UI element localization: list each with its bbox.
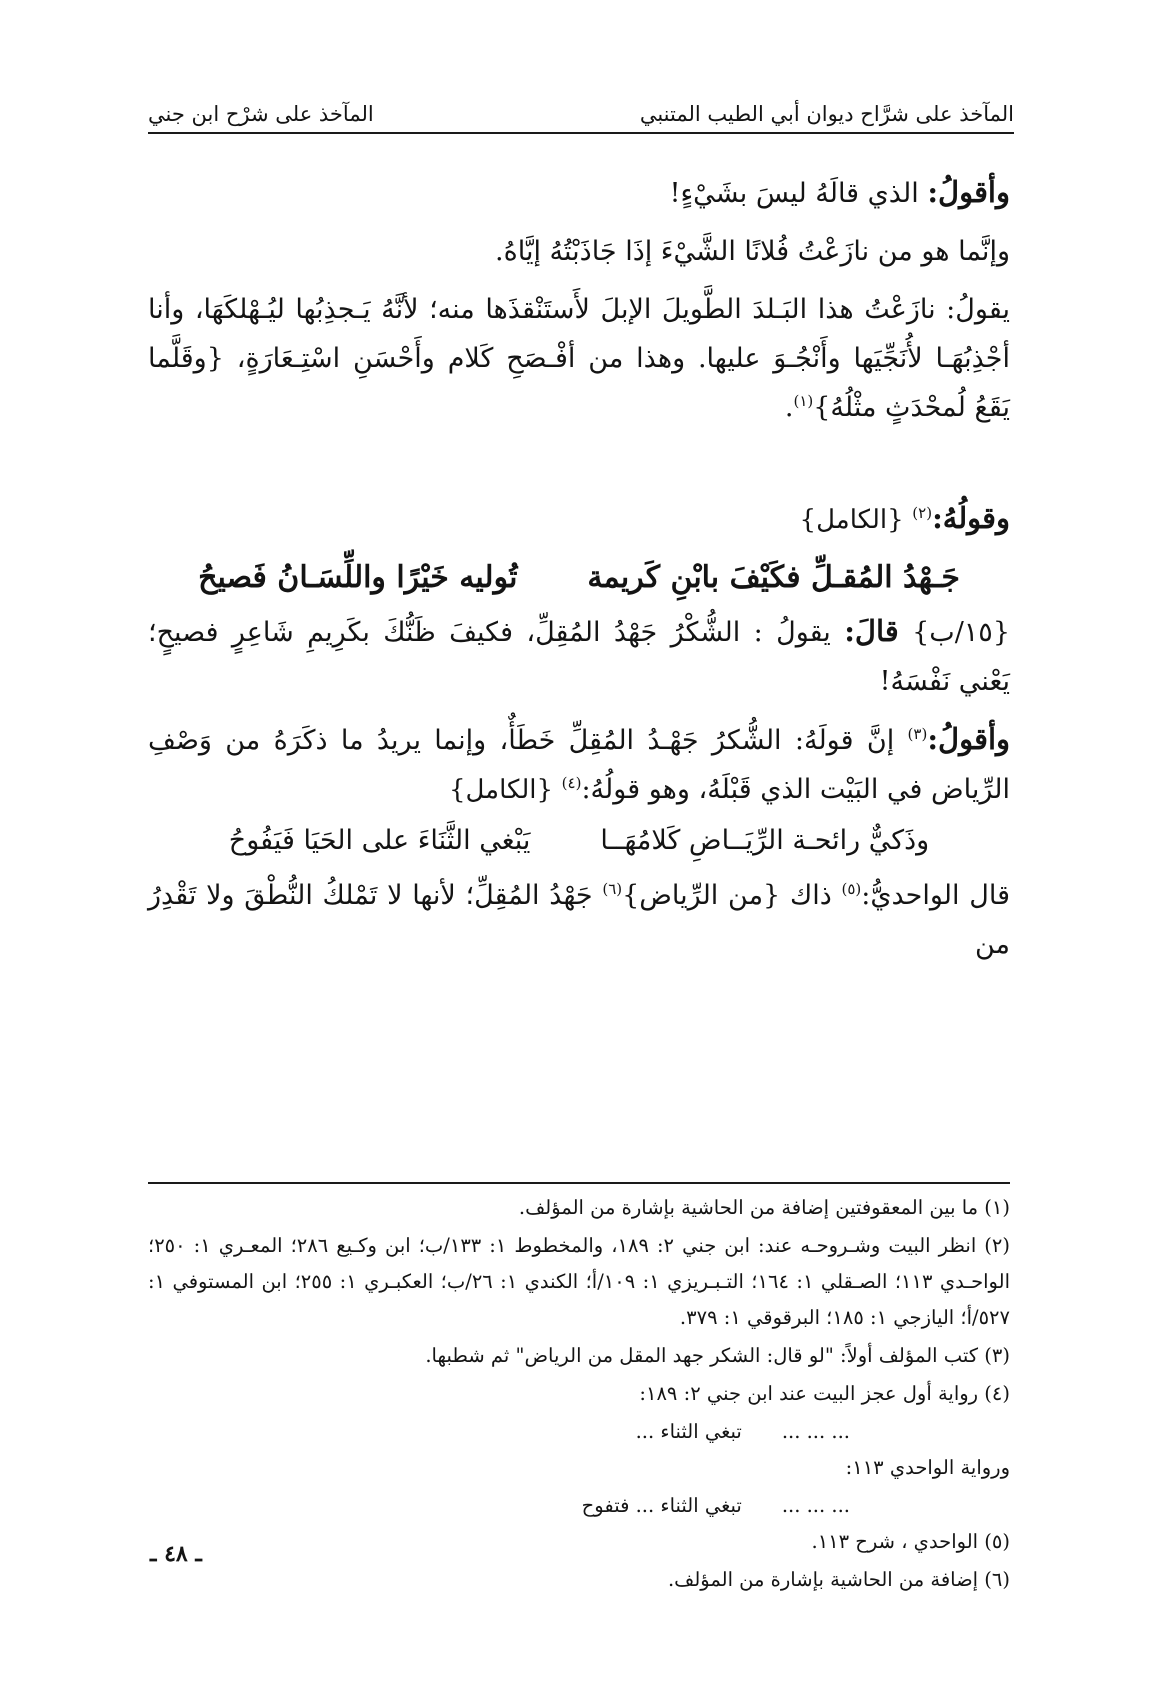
verse-first-hemistich: جَـهْدُ المُقـلِّ فكَيْفَ بابْنِ كَريمة [587,560,960,595]
paragraph-text: الذي قالَهُ ليسَ بشَيْءٍ! [669,178,919,209]
verse-first-hemistich: ... ... ... [781,1494,850,1517]
footnote-ref: (٢) [912,504,933,522]
paragraph-text: ذاك {من الرِّياض} [622,880,832,911]
poem-verse-2 [148,815,1010,867]
paragraph-4 [148,494,1010,545]
verse-second-hemistich: تبغي الثناء ... [635,1420,742,1443]
footnote-4-verse-1 [148,1414,1010,1450]
footnote-6: (٦) إضافة من الحاشية بإشارة من المؤلف. [667,1568,1010,1591]
paragraph-7 [148,871,1010,969]
paragraph-text: وإنَّما هو من نازَعْتُ فُلانًا الشَّيْءَ إذَا جَاذَبْتُهُ إيَّاهُ. [494,236,1010,267]
paragraph-3: يقولُ: نازَعْتُ هذا البَـلدَ الطَّويلَ الإبلَ لأَستَنْقذَها منه؛ لأنَّهُ يَـجذِبُها ليُـهْلكَهَا، وأنا أجْذِبُهَـا لأُنَجِّيَها وأَنْجُـوَ عليها. وهذا من أفْـصَحِ كَلام وأَحْسَنِ اسْتِـعَارَةٍ، {وقَلَّما يَقَعُ لُمحْدَثٍ مثْلُهُ}$^{(١)}$. [148,294,1010,423]
verse-second-hemistich: يَبْغي الثَّنَاءَ على الحَيَا فَيَفُوحُ [228,825,531,856]
meter-name: {الكامل} [448,775,554,805]
footnote-ref: (٦) [602,880,623,898]
header-book-title: المآخذ على شرَّاح ديوان أبي الطيب المتنبي [639,102,1014,126]
meter-name: {الكامل} [799,505,904,535]
manuscript-folio-ref: {١٥/ب} [912,617,1010,648]
footnote-4-continued: ورواية الواحدي ١١٣: [845,1456,1010,1479]
paragraph-label: وقولُهُ: [932,501,1010,535]
paragraph-text: يقولُ : الشُّكْرُ جَهْدُ المُقِلِّ، فكيفَ ظَنُّكَ بكَرِيمِ شَاعِرٍ فصيحٍ؛ يَعْني نَفْسَهُ! [148,617,1010,697]
paragraph-text: إنَّ قولَهُ: الشُّكرُ جَهْـدُ المُقِلِّ خَطَأٌ، وإنما يريدُ ما ذكَرَهُ من وَصْفِ الرِّياض في البَيْت الذي قَبْلَهُ، وهو قولُهُ: [148,725,1010,805]
running-header [148,92,1014,134]
footnote-divider [148,1182,1010,1184]
verse-first-hemistich: وذَكيٌّ رائحـة الرِّيَــاضِ كَلامُهَــا [600,825,930,856]
footnote-ref: (٥) [841,880,862,898]
paragraph-6 [148,715,1010,815]
header-chapter-title: المآخذ على شرْح ابن جني [148,102,374,126]
paragraph-label: وأقولُ: [927,722,1011,756]
footnote-5: (٥) الواحدي ، شرح ١١٣. [811,1530,1010,1553]
verse-second-hemistich: تُوليه خَيْرًا واللِّسَـانُ فَصيحُ [198,560,518,595]
paragraph-text: يقولُ: نازَعْتُ هذا البَـلدَ الطَّويلَ الإبلَ لأَستَنْقذَها منه؛ لأنَّهُ يَـجذِبُها ليُـهْلكَهَا، وأنا أجْذِبُهَـا لأُنَجِّيَها وأَنْجُـوَ عليها. وهذا من أفْـصَحِ كَلام وأَحْسَنِ اسْتِـعَارَةٍ، {وقَلَّما يَقَعُ لُمحْدَثٍ مثْلُهُ} [148,294,1010,423]
footnote-ref: (٤) [561,774,582,792]
footnotes [148,1190,1010,1600]
poem-verse-1 [148,549,1010,607]
footnote-ref: (١) [793,392,814,410]
footnote-ref: (٣) [907,725,928,743]
paragraph-2 [148,227,1010,276]
paragraph-text: قال الواحديُّ: [861,880,1010,911]
paragraph-label: قالَ: [844,614,899,648]
paragraph-1 [148,168,1010,218]
page-number: ـ ٤٨ ـ [150,1541,202,1567]
footnote-1: (١) ما بين المعقوفتين إضافة من الحاشية بإشارة من المؤلف. [518,1196,1010,1219]
main-text [148,168,1010,969]
paragraph-text: جَهْدُ المُقِلِّ؛ لأنها لا تَمْلكُ النُّطْقَ ولا تَقْدِرُ من [148,880,1010,960]
paragraph-label: وأقولُ: [927,175,1010,209]
verse-first-hemistich: ... ... ... [781,1420,850,1443]
footnote-4-verse-2 [148,1488,1010,1524]
verse-second-hemistich: تبغي الثناء ... فتفوح [581,1494,742,1517]
paragraph-5 [148,607,1010,706]
footnote-4: (٤) رواية أول عجز البيت عند ابن جني ٢: ١٨٩: [639,1382,1010,1405]
footnote-2: (٢) انظر البيت وشـروحـه عند: ابن جني ٢: ١٨٩، والمخطوط ١: ١٣٣/ب؛ ابن وكـيع ٢٨٦؛ المعـري ١: ٢٥٠؛ الواحـدي ١١٣؛ الصـقلي ١: ١٦٤؛ التـبـريزي ١: ١٠٩/أ؛ الكندي ١: ٢٦/ب؛ العكبـري ١: ٢٥٥؛ ابن المستوفي ١: ٥٢٧/أ؛ اليازجي ١: ١٨٥؛ البرقوقي ١: ٣٧٩. [148,1234,1010,1329]
footnote-3: (٣) كتب المؤلف أولاً: "لو قال: الشكر جهد المقل من الرياض" ثم شطبها. [425,1344,1010,1367]
